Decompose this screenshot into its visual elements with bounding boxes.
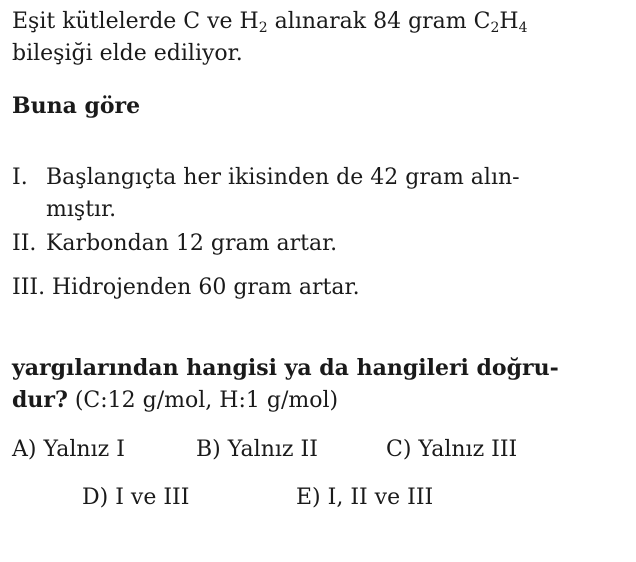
option-a[interactable]: A) Yalnız I <box>12 437 125 462</box>
subscript-c2: 2 <box>490 20 500 36</box>
statement-text: Hidrojenden 60 gram artar. <box>52 275 360 300</box>
option-b[interactable]: B) Yalnız II <box>196 437 318 462</box>
statement-1 <box>12 164 520 192</box>
option-e[interactable]: E) I, II ve III <box>296 485 434 510</box>
prompt-note: (C:12 g/mol, H:1 g/mol) <box>67 388 339 413</box>
intro-text-2: alınarak 84 gram C <box>267 9 491 34</box>
statement-number: II. <box>12 231 37 256</box>
subscript-h2: 2 <box>258 20 268 36</box>
statement-text: Başlangıçta her ikisinden de 42 gram alın- <box>46 165 520 190</box>
prompt-bold: dur? <box>12 387 68 413</box>
subscript-h4: 4 <box>518 20 528 36</box>
statement-1-continuation: mıştır. <box>46 197 117 222</box>
statement-number: I. <box>12 165 28 190</box>
question-intro-line2: bileşiği elde ediliyor. <box>12 41 243 66</box>
question-heading: Buna göre <box>12 93 141 119</box>
statement-2 <box>12 230 337 258</box>
question-intro-line1 <box>12 8 624 36</box>
statement-text: Karbondan 12 gram artar. <box>46 231 338 256</box>
statement-3 <box>12 274 360 302</box>
statement-number: III. <box>12 275 46 300</box>
intro-text-1: Eşit kütlelerde C ve H <box>12 9 259 34</box>
option-d[interactable]: D) I ve III <box>82 485 190 510</box>
intro-text-3: H <box>499 9 519 34</box>
question-prompt-line1: yargılarından hangisi ya da hangileri doğru- <box>12 355 559 381</box>
question-prompt-line2 <box>12 386 338 415</box>
option-c[interactable]: C) Yalnız III <box>386 437 518 462</box>
